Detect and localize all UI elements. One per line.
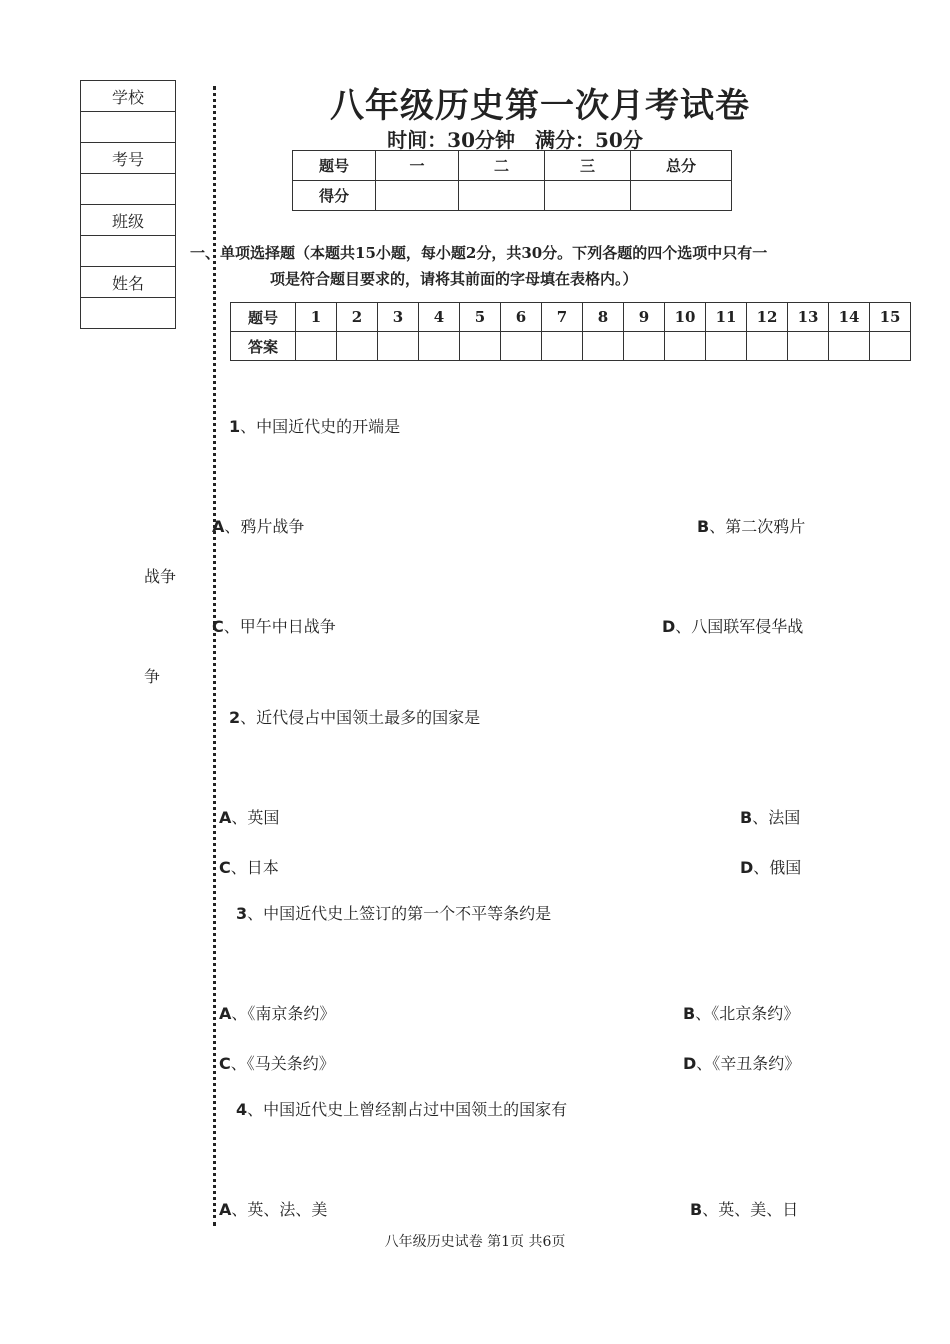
option-text: 、《北京条约》: [695, 1004, 800, 1023]
answer-cell[interactable]: [624, 332, 665, 361]
option-text: 、俄国: [753, 858, 802, 877]
exam-number-field[interactable]: [81, 174, 176, 205]
option-key: B: [683, 1004, 696, 1023]
score-header-cell: 三: [545, 151, 631, 181]
option-key: D: [740, 858, 754, 877]
answer-cell[interactable]: [788, 332, 829, 361]
question-3-option-c[interactable]: [219, 1051, 335, 1074]
question-3-option-a[interactable]: [219, 1001, 335, 1024]
answer-cell[interactable]: [747, 332, 788, 361]
question-number-cell: 12: [747, 303, 788, 332]
score-row: [293, 181, 732, 211]
question-number: 3: [236, 904, 248, 923]
option-text: 、《辛丑条约》: [696, 1054, 801, 1073]
question-2-option-a[interactable]: [219, 805, 279, 828]
question-text: 、中国近代史的开端是: [240, 417, 401, 436]
class-field[interactable]: [81, 236, 176, 267]
school-label: 学校: [81, 81, 176, 112]
question-number-cell: 14: [829, 303, 870, 332]
answer-cell[interactable]: [870, 332, 911, 361]
question-4-option-b[interactable]: [690, 1197, 798, 1220]
answer-cell[interactable]: [296, 332, 337, 361]
question-1-option-d[interactable]: [662, 614, 803, 637]
question-number: 4: [236, 1100, 248, 1119]
section-line-2: 项是符合题目要求的，请将其前面的字母填在表格内。）: [270, 270, 638, 288]
answer-cell[interactable]: [419, 332, 460, 361]
option-text: 、日本: [230, 858, 279, 877]
score-header-row: [293, 151, 732, 181]
answer-cell[interactable]: [583, 332, 624, 361]
answer-cell[interactable]: [706, 332, 747, 361]
question-number-cell: 15: [870, 303, 911, 332]
section-one-instructions: [190, 240, 820, 292]
answer-cell[interactable]: [829, 332, 870, 361]
answer-row: [231, 332, 911, 361]
option-key: C: [219, 858, 231, 877]
option-text: 、鸦片战争: [224, 517, 305, 536]
answer-header-label: 题号: [231, 303, 296, 332]
option-text: 、甲午中日战争: [223, 617, 336, 636]
page-footer: 八年级历史试卷 第1页 共6页: [384, 1234, 566, 1250]
question-text: 、中国近代史上曾经割占过中国领土的国家有: [247, 1100, 568, 1119]
question-number-cell: 1: [296, 303, 337, 332]
question-number-cell: 5: [460, 303, 501, 332]
exam-time-score: 时间：30分钟 满分：50分: [387, 128, 643, 152]
option-key: A: [212, 517, 225, 536]
score-row-label: 得分: [293, 181, 376, 211]
option-text: 、《马关条约》: [230, 1054, 335, 1073]
question-2-option-b[interactable]: [740, 805, 800, 828]
answer-cell[interactable]: [460, 332, 501, 361]
option-text: 、八国联军侵华战: [675, 617, 804, 636]
question-number-cell: 7: [542, 303, 583, 332]
score-cell[interactable]: [376, 181, 459, 211]
question-text: 、近代侵占中国领土最多的国家是: [240, 708, 481, 727]
question-number: 1: [229, 417, 241, 436]
question-2-option-c[interactable]: [219, 855, 279, 878]
option-text: 、第二次鸦片: [709, 517, 806, 536]
answer-row-label: 答案: [231, 332, 296, 361]
question-1-option-b[interactable]: [697, 514, 805, 537]
school-field[interactable]: [81, 112, 176, 143]
question-number-cell: 10: [665, 303, 706, 332]
question-1-option-b-wrap: 战争: [144, 567, 177, 586]
option-text: 、英、法、美: [231, 1200, 328, 1219]
question-number-cell: 2: [337, 303, 378, 332]
score-cell[interactable]: [631, 181, 732, 211]
score-header-cell: 题号: [293, 151, 376, 181]
option-key: C: [212, 617, 224, 636]
option-text: 、《南京条约》: [231, 1004, 336, 1023]
score-header-cell: 二: [459, 151, 545, 181]
exam-number-label: 考号: [81, 143, 176, 174]
question-number-cell: 6: [501, 303, 542, 332]
question-number-cell: 13: [788, 303, 829, 332]
option-key: B: [690, 1200, 703, 1219]
question-4-option-a[interactable]: [219, 1197, 327, 1220]
option-key: B: [697, 517, 710, 536]
score-cell[interactable]: [459, 181, 545, 211]
answer-cell[interactable]: [542, 332, 583, 361]
option-text: 、法国: [752, 808, 801, 827]
student-info-box: [80, 80, 176, 329]
option-key: A: [219, 1004, 232, 1023]
score-table: [292, 150, 732, 211]
section-line-1: 一、单项选择题（本题共15小题，每小题2分，共30分。下列各题的四个选项中只有一: [190, 244, 768, 262]
question-1-option-a[interactable]: [212, 514, 304, 537]
question-3-option-b[interactable]: [683, 1001, 799, 1024]
question-1-option-d-wrap: 争: [144, 667, 161, 686]
question-number-cell: 8: [583, 303, 624, 332]
question-3-option-d[interactable]: [683, 1051, 800, 1074]
answer-cell[interactable]: [665, 332, 706, 361]
class-label: 班级: [81, 205, 176, 236]
answer-cell[interactable]: [378, 332, 419, 361]
score-header-cell: 一: [376, 151, 459, 181]
answer-cell[interactable]: [337, 332, 378, 361]
answer-header-row: [231, 303, 911, 332]
option-key: A: [219, 808, 232, 827]
option-key: D: [662, 617, 676, 636]
question-number: 2: [229, 708, 241, 727]
question-3-stem: [236, 901, 551, 924]
page-title: 八年级历史第一次月考试卷: [330, 86, 750, 126]
question-1-option-c[interactable]: [212, 614, 336, 637]
question-4-stem: [236, 1097, 567, 1120]
option-key: A: [219, 1200, 232, 1219]
question-1-stem: [229, 414, 400, 437]
option-text: 、英、美、日: [702, 1200, 799, 1219]
option-key: B: [740, 808, 753, 827]
answer-cell[interactable]: [501, 332, 542, 361]
score-cell[interactable]: [545, 181, 631, 211]
question-number-cell: 11: [706, 303, 747, 332]
name-field[interactable]: [81, 298, 176, 329]
question-number-cell: 9: [624, 303, 665, 332]
question-2-option-d[interactable]: [740, 855, 801, 878]
question-text: 、中国近代史上签订的第一个不平等条约是: [247, 904, 552, 923]
option-key: D: [683, 1054, 697, 1073]
question-2-stem: [229, 705, 480, 728]
question-number-cell: 3: [378, 303, 419, 332]
name-label: 姓名: [81, 267, 176, 298]
answer-table: [230, 302, 911, 361]
question-number-cell: 4: [419, 303, 460, 332]
score-header-cell: 总分: [631, 151, 732, 181]
option-key: C: [219, 1054, 231, 1073]
option-text: 、英国: [231, 808, 280, 827]
